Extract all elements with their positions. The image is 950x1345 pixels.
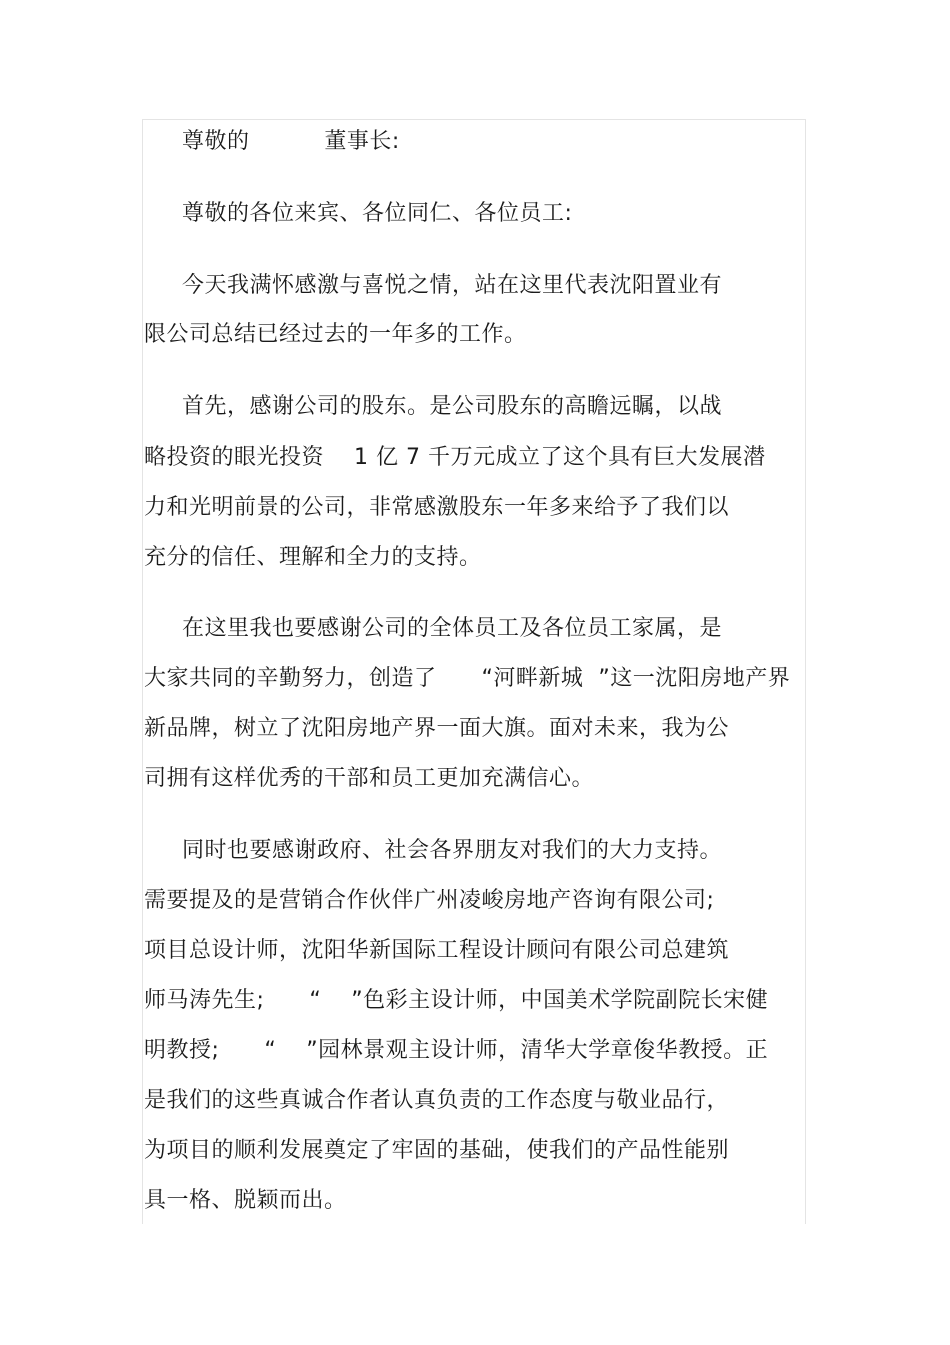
paragraph-4-line-1: 同时也要感谢政府、社会各界朋友对我们的大力支持。 (182, 838, 723, 863)
paragraph-4-line-8: 具一格、脱颖而出。 (144, 1188, 347, 1213)
paragraph-4-line-4: 师马涛先生; “ ”色彩主设计师，中国美术学院副院长宋健 (144, 988, 769, 1013)
paragraph-4-line-5: 明教授; “ ”园林景观主设计师，清华大学章俊华教授。正 (144, 1038, 769, 1063)
salutation-guests: 尊敬的各位来宾、各位同仁、各位员工: (182, 201, 573, 226)
paragraph-1-line-1: 今天我满怀感激与喜悦之情，站在这里代表沈阳置业有 (182, 273, 723, 298)
paragraph-3-line-1: 在这里我也要感谢公司的全体员工及各位员工家属，是 (182, 616, 723, 641)
paragraph-3-line-3: 新品牌，树立了沈阳房地产界一面大旗。面对未来，我为公 (144, 716, 730, 741)
paragraph-3-line-4: 司拥有这样优秀的干部和员工更加充满信心。 (144, 766, 595, 791)
paragraph-4-line-2: 需要提及的是营销合作伙伴广州凌峻房地产咨询有限公司; (144, 888, 715, 913)
paragraph-3-line-2: 大家共同的辛勤努力，创造了 “河畔新城 ”这一沈阳房地产界 (144, 666, 791, 691)
paragraph-2-line-4: 充分的信任、理解和全力的支持。 (144, 545, 482, 570)
paragraph-4-line-3: 项目总设计师，沈阳华新国际工程设计顾问有限公司总建筑 (144, 938, 730, 963)
paragraph-4-line-7: 为项目的顺利发展奠定了牢固的基础，使我们的产品性能别 (144, 1138, 730, 1163)
paragraph-2-line-1: 首先，感谢公司的股东。是公司股东的高瞻远瞩，以战 (182, 394, 723, 419)
salutation-chairman: 尊敬的 董事长: (182, 129, 400, 154)
paragraph-2-line-2: 略投资的眼光投资 1 亿 7 千万元成立了这个具有巨大发展潜 (144, 445, 766, 470)
paragraph-4-line-6: 是我们的这些真诚合作者认真负责的工作态度与敬业品行， (144, 1088, 730, 1113)
paragraph-2-line-3: 力和光明前景的公司，非常感激股东一年多来给予了我们以 (144, 495, 730, 520)
paragraph-1-line-2: 限公司总结已经过去的一年多的工作。 (144, 322, 527, 347)
